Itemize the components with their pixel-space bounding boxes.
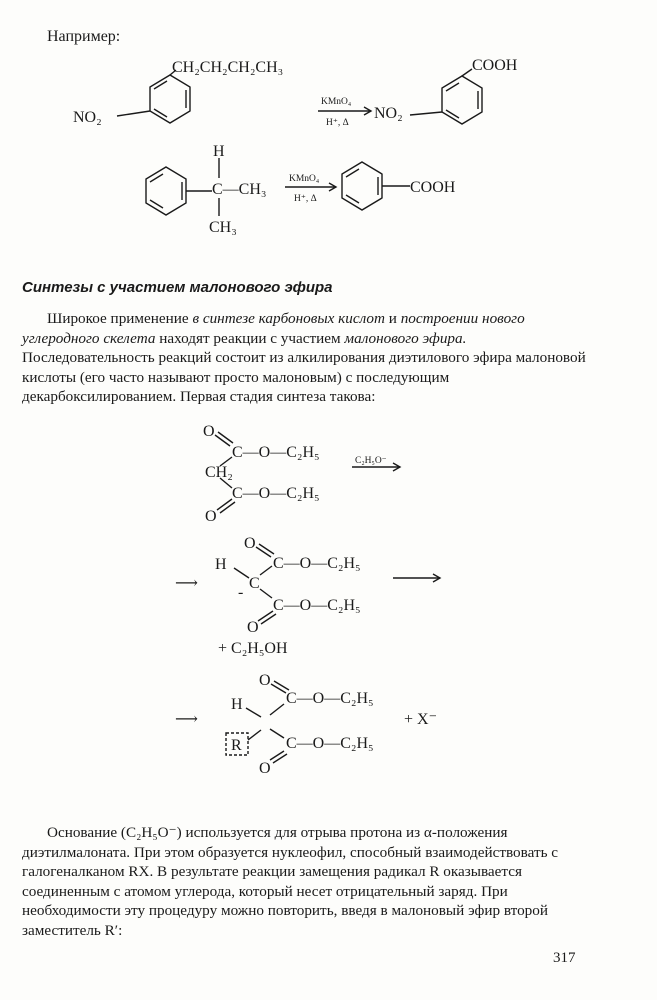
bond-line bbox=[246, 708, 261, 717]
r-group-label: R bbox=[231, 737, 242, 754]
carbanion-label: C bbox=[249, 575, 260, 592]
hydrogen-label: H bbox=[231, 696, 243, 713]
ethanol-label: + C₂H₅OH bbox=[218, 640, 288, 657]
base-reagent: C₂H₅O⁻ bbox=[355, 456, 387, 466]
bond-line bbox=[270, 704, 284, 715]
ester-group-bottom: C—O—C₂H₅ bbox=[286, 735, 374, 752]
text-run: Широкое применение bbox=[47, 310, 193, 327]
oxygen-label: O bbox=[259, 760, 271, 777]
carbonyl-bond bbox=[274, 681, 289, 690]
bond-line bbox=[117, 111, 150, 116]
hydrogen-label: H bbox=[213, 143, 225, 160]
carbonyl-bond bbox=[261, 614, 276, 624]
carbonyl-bond bbox=[256, 547, 271, 557]
reagent-top: KMnO₄ bbox=[289, 174, 320, 184]
intro-label: Например: bbox=[47, 28, 121, 45]
ester-group-bottom: C—O—C₂H₅ bbox=[232, 485, 320, 502]
substituent-chain: CH₂CH₂CH₂CH₃ bbox=[172, 59, 284, 76]
bond-line bbox=[234, 568, 249, 578]
reagent-bottom: H⁺, Δ bbox=[326, 118, 349, 128]
paragraph-base: Основание (C₂H₅O⁻) используется для отрыва протона из α-положения диэтилмалоната. При этом образуется нуклеофил, способный взаимодействовать с галогеналканом RX. В результате реакции замещения радикал R оказывается соединенным с атомом углерода, который несет отрицательный заряд. При необходимости эту процедуру можно повторить, введя в малоновый эфир второй заместитель R′: bbox=[22, 824, 559, 939]
reagent-top: KMnO₄ bbox=[321, 97, 352, 107]
paragraph-intro bbox=[22, 309, 588, 407]
bond-line bbox=[410, 112, 442, 115]
benzene-ring-icon bbox=[146, 167, 186, 215]
ester-group-top: C—O—C₂H₅ bbox=[273, 555, 361, 572]
methylene-label: CH₂ bbox=[205, 464, 233, 481]
bond-line bbox=[248, 730, 261, 740]
benzene-ring-icon bbox=[342, 162, 382, 210]
emphasis-text: малонового эфира. bbox=[344, 329, 467, 347]
product-acid: COOH bbox=[472, 57, 518, 74]
oxygen-label: O bbox=[244, 535, 256, 552]
emphasis-text: в синтезе карбоновых кислот bbox=[192, 310, 385, 327]
carbonyl-bond bbox=[273, 754, 287, 763]
section-heading: Синтезы с участием малонового эфира bbox=[22, 279, 333, 296]
product-acid: COOH bbox=[410, 179, 456, 196]
carbonyl-bond bbox=[220, 502, 235, 513]
carbonyl-bond bbox=[271, 684, 286, 693]
central-carbon: C—CH₃ bbox=[212, 181, 267, 198]
benzene-ring-icon bbox=[150, 75, 190, 123]
product-nitro: NO₂ bbox=[374, 105, 403, 122]
nitro-group: NO₂ bbox=[73, 109, 102, 126]
bond-line bbox=[260, 566, 272, 575]
benzene-ring-icon bbox=[442, 76, 482, 124]
ester-group-top: C—O—C₂H₅ bbox=[232, 444, 320, 461]
ester-group-top: C—O—C₂H₅ bbox=[286, 690, 374, 707]
hydrogen-label: H bbox=[215, 556, 227, 573]
text-run: и bbox=[384, 310, 401, 327]
bond-line bbox=[462, 69, 472, 76]
charge-label: - bbox=[238, 584, 244, 601]
bond-line bbox=[270, 729, 284, 738]
emphasis-text: построении нового углеродного скелета bbox=[22, 310, 525, 347]
text-run: Последовательность реакций состоит из алкилирования диэтилового эфира малоновой кислоты (его часто называют просто малоновым) с последующим декарбоксилированием. Первая стадия синтеза такова: bbox=[22, 349, 586, 405]
ester-group-bottom: C—O—C₂H₅ bbox=[273, 597, 361, 614]
oxygen-label: O bbox=[205, 508, 217, 525]
carbonyl-bond bbox=[270, 751, 284, 760]
halide-label: + X⁻ bbox=[404, 711, 438, 728]
methyl-label: CH₃ bbox=[209, 219, 237, 236]
text-run: находят реакции с участием bbox=[155, 329, 345, 347]
page-number: 317 bbox=[553, 950, 576, 966]
carbonyl-bond bbox=[258, 611, 273, 621]
reagent-bottom: H⁺, Δ bbox=[294, 194, 317, 204]
bond-line bbox=[260, 589, 272, 598]
carbonyl-bond bbox=[215, 435, 230, 446]
reaction-arrow-text: ⟶ bbox=[175, 711, 198, 728]
carbonyl-bond bbox=[217, 499, 232, 510]
oxygen-label: O bbox=[247, 619, 259, 636]
carbonyl-bond bbox=[259, 544, 274, 554]
carbonyl-bond bbox=[218, 432, 233, 443]
reaction-arrow-text: ⟶ bbox=[175, 575, 198, 592]
oxygen-label: O bbox=[203, 423, 215, 440]
oxygen-label: O bbox=[259, 672, 271, 689]
